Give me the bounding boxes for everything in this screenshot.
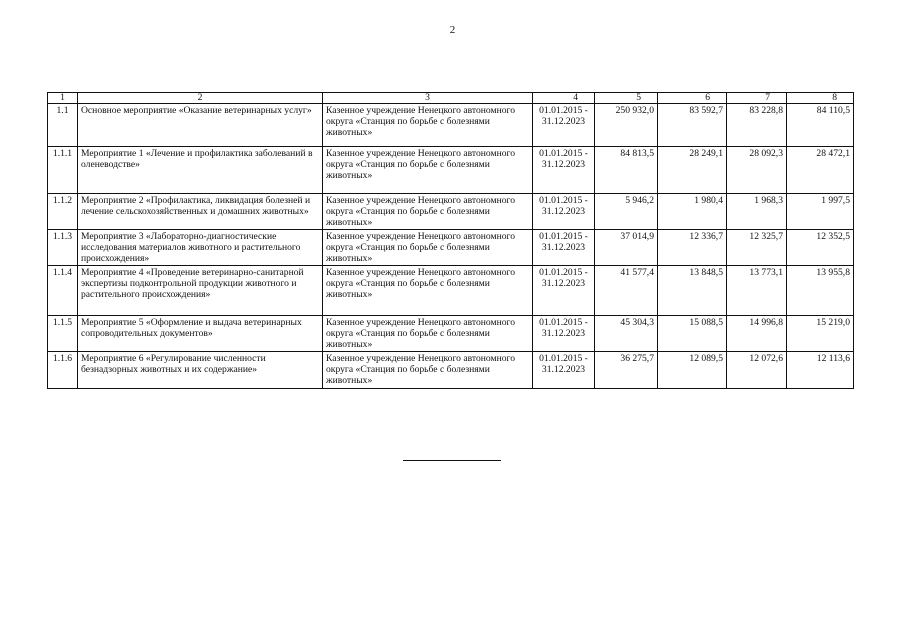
program-activities-table xyxy=(47,92,854,389)
value-col5: 41 577,4 xyxy=(595,266,658,316)
page-number: 2 xyxy=(449,24,456,36)
value-col8: 12 352,5 xyxy=(787,230,854,266)
activity-name: Мероприятие 1 «Лечение и профилактика заболеваний в оленеводстве» xyxy=(78,147,323,194)
period-end: 31.12.2023 xyxy=(541,364,586,375)
value-col8: 15 219,0 xyxy=(787,316,854,352)
value-col8: 12 113,6 xyxy=(787,352,854,389)
value-col5: 84 813,5 xyxy=(595,147,658,194)
value-col5: 5 946,2 xyxy=(595,194,658,230)
value-col8: 1 997,5 xyxy=(787,194,854,230)
value-col6: 12 336,7 xyxy=(658,230,727,266)
period-start: 01.01.2015 - xyxy=(539,317,588,328)
value-col8: 84 110,5 xyxy=(787,104,854,147)
period-start: 01.01.2015 - xyxy=(539,148,588,159)
row-number: 1.1.4 xyxy=(48,266,78,316)
value-col6: 15 088,5 xyxy=(658,316,727,352)
period-end: 31.12.2023 xyxy=(541,206,586,217)
period-end: 31.12.2023 xyxy=(541,242,586,253)
value-col7: 14 996,8 xyxy=(727,316,787,352)
period-end: 31.12.2023 xyxy=(541,116,586,127)
value-col5: 36 275,7 xyxy=(595,352,658,389)
value-col6: 1 980,4 xyxy=(658,194,727,230)
executor-name: Казенное учреждение Ненецкого автономного округа «Станция по борьбе с болезнями животных» xyxy=(323,230,533,266)
column-header: 6 xyxy=(658,93,727,104)
period-start: 01.01.2015 - xyxy=(539,231,588,242)
column-header: 1 xyxy=(48,93,78,104)
value-col5: 37 014,9 xyxy=(595,230,658,266)
executor-name: Казенное учреждение Ненецкого автономного округа «Станция по борьбе с болезнями животных» xyxy=(323,316,533,352)
period-end: 31.12.2023 xyxy=(541,159,586,170)
column-number-row xyxy=(48,93,854,104)
period-cell xyxy=(533,352,595,389)
row-number: 1.1.2 xyxy=(48,194,78,230)
value-col7: 1 968,3 xyxy=(727,194,787,230)
value-col6: 28 249,1 xyxy=(658,147,727,194)
table-row xyxy=(48,147,854,194)
table-row xyxy=(48,316,854,352)
closing-divider xyxy=(403,460,501,461)
activity-name: Мероприятие 3 «Лабораторно-диагностические исследования материалов животного и растительного происхождения» xyxy=(78,230,323,266)
period-end: 31.12.2023 xyxy=(541,328,586,339)
table-row xyxy=(48,352,854,389)
executor-name: Казенное учреждение Ненецкого автономного округа «Станция по борьбе с болезнями животных» xyxy=(323,194,533,230)
value-col5: 250 932,0 xyxy=(595,104,658,147)
value-col7: 13 773,1 xyxy=(727,266,787,316)
table-row xyxy=(48,230,854,266)
table-row xyxy=(48,104,854,147)
period-cell xyxy=(533,104,595,147)
period-cell xyxy=(533,194,595,230)
executor-name: Казенное учреждение Ненецкого автономного округа «Станция по борьбе с болезнями животных» xyxy=(323,104,533,147)
period-end: 31.12.2023 xyxy=(541,278,586,289)
executor-name: Казенное учреждение Ненецкого автономного округа «Станция по борьбе с болезнями животных» xyxy=(323,266,533,316)
period-start: 01.01.2015 - xyxy=(539,105,588,116)
executor-name: Казенное учреждение Ненецкого автономного округа «Станция по борьбе с болезнями животных» xyxy=(323,147,533,194)
row-number: 1.1.6 xyxy=(48,352,78,389)
period-start: 01.01.2015 - xyxy=(539,267,588,278)
column-header: 2 xyxy=(78,93,323,104)
period-cell xyxy=(533,230,595,266)
value-col7: 12 325,7 xyxy=(727,230,787,266)
column-header: 8 xyxy=(787,93,854,104)
value-col6: 83 592,7 xyxy=(658,104,727,147)
value-col7: 28 092,3 xyxy=(727,147,787,194)
period-start: 01.01.2015 - xyxy=(539,195,588,206)
value-col8: 13 955,8 xyxy=(787,266,854,316)
period-cell xyxy=(533,147,595,194)
column-header: 3 xyxy=(323,93,533,104)
column-header: 4 xyxy=(533,93,595,104)
value-col6: 12 089,5 xyxy=(658,352,727,389)
value-col7: 12 072,6 xyxy=(727,352,787,389)
activity-name: Мероприятие 5 «Оформление и выдача ветеринарных сопроводительных документов» xyxy=(78,316,323,352)
period-cell xyxy=(533,266,595,316)
column-header: 5 xyxy=(595,93,658,104)
row-number: 1.1.1 xyxy=(48,147,78,194)
executor-name: Казенное учреждение Ненецкого автономного округа «Станция по борьбе с болезнями животных» xyxy=(323,352,533,389)
value-col5: 45 304,3 xyxy=(595,316,658,352)
column-header: 7 xyxy=(727,93,787,104)
value-col6: 13 848,5 xyxy=(658,266,727,316)
row-number: 1.1.3 xyxy=(48,230,78,266)
table-row xyxy=(48,194,854,230)
value-col7: 83 228,8 xyxy=(727,104,787,147)
activity-name: Мероприятие 6 «Регулирование численности безнадзорных животных и их содержание» xyxy=(78,352,323,389)
period-cell xyxy=(533,316,595,352)
value-col8: 28 472,1 xyxy=(787,147,854,194)
activity-name: Основное мероприятие «Оказание ветеринарных услуг» xyxy=(78,104,323,147)
activity-name: Мероприятие 2 «Профилактика, ликвидация болезней и лечение сельскохозяйственных и домашних животных» xyxy=(78,194,323,230)
row-number: 1.1.5 xyxy=(48,316,78,352)
row-number: 1.1 xyxy=(48,104,78,147)
activity-name: Мероприятие 4 «Проведение ветеринарно-санитарной экспертизы подконтрольной продукции животного и растительного происхождения» xyxy=(78,266,323,316)
table-row xyxy=(48,266,854,316)
period-start: 01.01.2015 - xyxy=(539,353,588,364)
